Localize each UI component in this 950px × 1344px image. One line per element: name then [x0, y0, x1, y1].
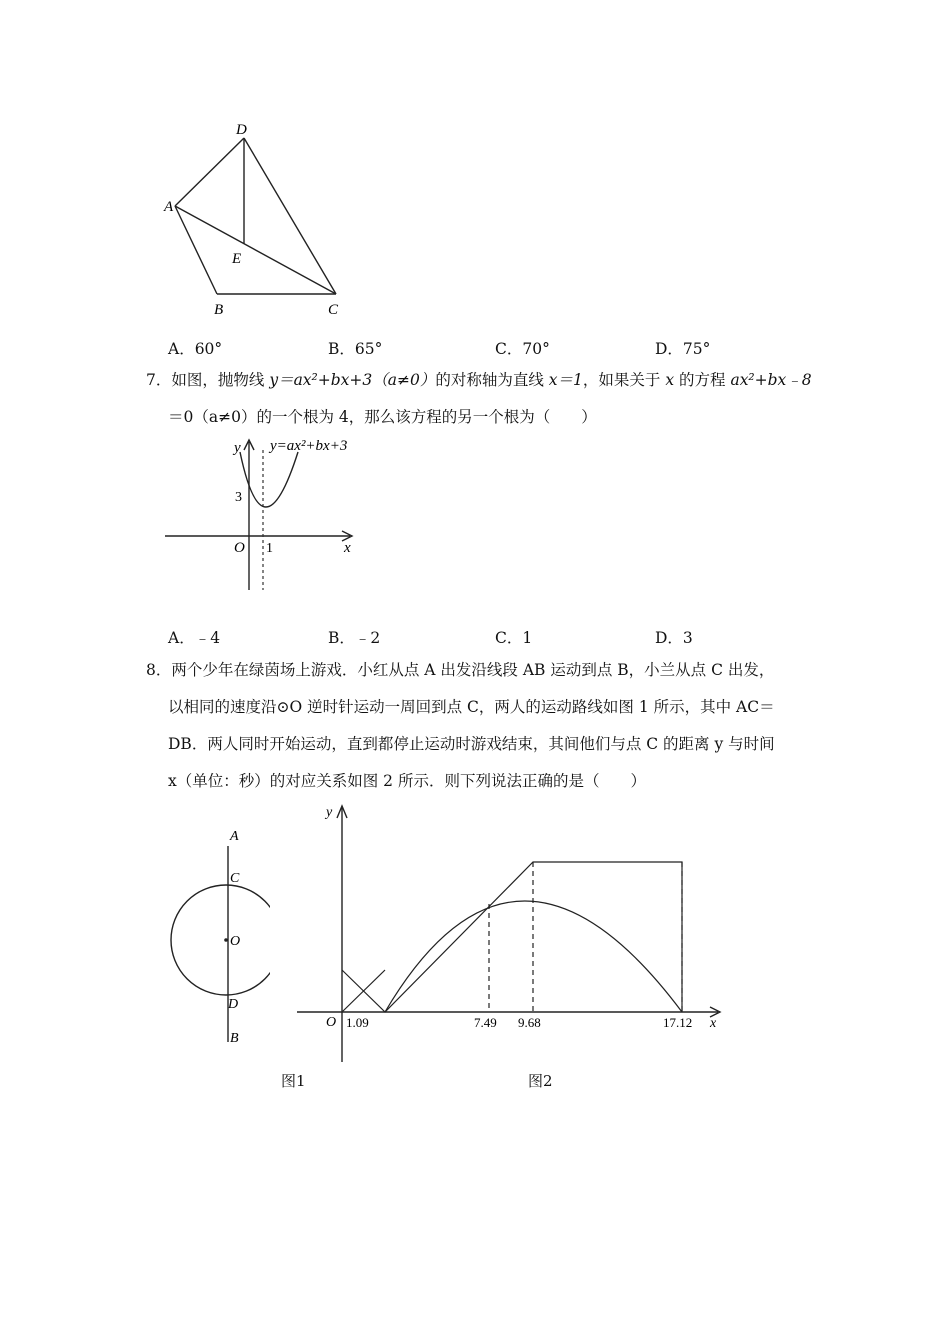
q6-option-b[interactable]: B．65°: [328, 340, 383, 358]
label-E: E: [232, 251, 242, 267]
q7-text-b: 的对称轴为直线: [435, 371, 549, 389]
q7-x: x: [665, 371, 675, 389]
figure-2-graph: [290, 800, 730, 1065]
graph-curve-label: y=ax²+bx+3: [270, 438, 348, 454]
label-D: D: [236, 122, 247, 138]
figure-parabola: [160, 432, 370, 597]
fig1-label-O: O: [230, 934, 241, 949]
fig2-caption: 图2: [528, 1072, 553, 1090]
fig2-tick-1: 1.09: [346, 1015, 369, 1030]
fig2-tick-2: 7.49: [474, 1015, 497, 1030]
q8-text-1: 两个少年在绿茵场上游戏．小红从点 A 出发沿线段 AB 运动到点 B，小兰从点 C 出发，: [171, 661, 775, 679]
q7-option-d[interactable]: D．3: [655, 629, 693, 647]
q7-option-c[interactable]: C．1: [495, 629, 533, 647]
q7-text-d: 的方程: [674, 371, 731, 389]
q7-line2: ＝0（a≠0）的一个根为 4，那么该方程的另一个根为（ ）: [168, 408, 597, 426]
graph-one-label: 1: [266, 541, 273, 556]
figure-quadrilateral: [160, 118, 360, 323]
q7-line1: [146, 370, 812, 390]
q7-equation-2: ax²+bx﹣8: [730, 371, 812, 389]
q8-line2: 以相同的速度沿⊙O 逆时针运动一周回到点 C，两人的运动路线如图 1 所示，其中 AC＝: [168, 698, 775, 716]
label-C: C: [328, 302, 339, 318]
graph-x-label: x: [344, 540, 351, 556]
fig2-y-label: y: [326, 805, 333, 820]
fig1-caption: 图1: [281, 1072, 306, 1090]
q7-option-a[interactable]: A．﹣4: [168, 629, 221, 647]
fig1-label-D: D: [228, 997, 239, 1012]
fig2-origin-label: O: [326, 1015, 337, 1030]
label-B: B: [214, 302, 224, 318]
fig1-label-A: A: [230, 829, 239, 844]
q7-text-c: ，如果关于: [582, 371, 666, 389]
fig1-label-B: B: [230, 1031, 239, 1046]
fig2-tick-4: 17.12: [663, 1015, 693, 1030]
graph-y-label: y: [234, 440, 241, 456]
q6-option-a[interactable]: A．60°: [168, 340, 223, 358]
label-A: A: [164, 199, 174, 215]
q6-option-d[interactable]: D．75°: [655, 340, 711, 358]
fig2-tick-3: 9.68: [518, 1015, 541, 1030]
q8-line4: x（单位：秒）的对应关系如图 2 所示．则下列说法正确的是（ ）: [168, 772, 646, 790]
q6-option-c[interactable]: C．70°: [495, 340, 550, 358]
q8-line1: [146, 660, 774, 680]
q7-option-b[interactable]: B．﹣2: [328, 629, 381, 647]
q8-number: 8．: [146, 661, 172, 679]
figure-1-circle: [160, 820, 270, 1050]
q8-line3: DB．两人同时开始运动，直到都停止运动时游戏结束，其间他们与点 C 的距离 y 与时间: [168, 735, 775, 753]
q7-axis: x＝1: [548, 371, 583, 389]
q7-text-a: 如图，抛物线: [171, 371, 270, 389]
q7-number: 7．: [146, 371, 172, 389]
fig1-label-C: C: [230, 871, 240, 886]
fig2-x-label: x: [710, 1016, 717, 1031]
graph-three-label: 3: [235, 490, 242, 505]
q7-equation: y＝ax²+bx+3（a≠0）: [269, 371, 436, 389]
graph-origin-label: O: [234, 540, 245, 556]
